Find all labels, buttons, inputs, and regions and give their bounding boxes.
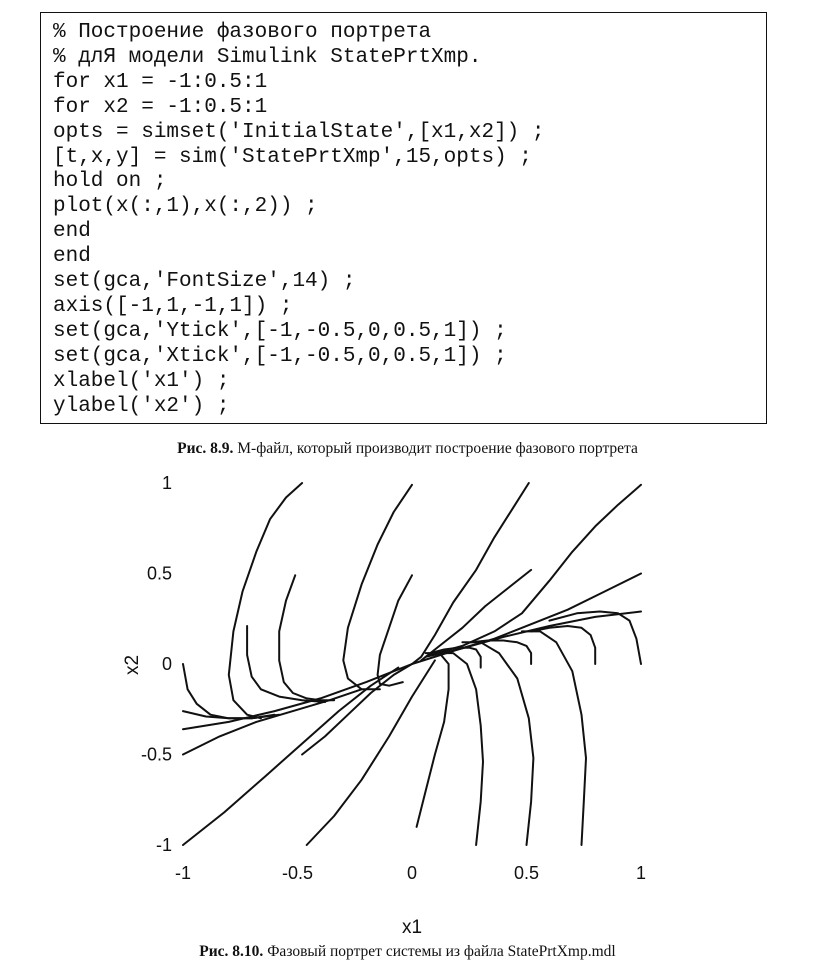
trajectory-line-7 xyxy=(421,570,531,661)
y-tick-label: 0 xyxy=(161,654,172,674)
caption-label: Рис. 8.10. xyxy=(199,943,264,960)
trajectory-line-17 xyxy=(417,653,449,827)
code-line: for x1 = -1:0.5:1 xyxy=(53,70,268,94)
caption-label: Рис. 8.9. xyxy=(177,440,234,457)
phase-portrait-chart xyxy=(0,470,815,940)
code-line: set(gca,'FontSize',14) ; xyxy=(53,270,356,294)
x-tick-label: 0 xyxy=(406,863,418,883)
code-line: end xyxy=(53,245,91,269)
y-tick-label: -1 xyxy=(155,835,172,855)
code-line: end xyxy=(53,220,91,244)
code-line: ylabel('x2') ; xyxy=(53,394,230,418)
figure-8-10-caption xyxy=(0,943,815,961)
code-listing xyxy=(40,12,767,424)
code-line: % Построение фазового портрета xyxy=(53,21,432,44)
caption-text: Фазовый портрет системы из файла StatePrtXmp.mdl xyxy=(267,943,616,960)
code-line: axis([-1,1,-1,1]) ; xyxy=(53,294,293,318)
x-tick-label: -0.5 xyxy=(281,863,314,883)
trajectory-lines xyxy=(183,483,641,845)
trajectory-line-3 xyxy=(247,626,325,702)
code-line: for x2 = -1:0.5:1 xyxy=(53,95,268,119)
code-line: hold on ; xyxy=(53,170,167,194)
x-axis-label: x1 xyxy=(401,917,423,938)
code-line: set(gca,'Xtick',[-1,-0.5,0,0.5,1]) ; xyxy=(53,344,507,368)
y-tick-label: -0.5 xyxy=(140,744,172,765)
trajectory-line-15 xyxy=(462,642,533,845)
trajectory-line-19 xyxy=(302,664,412,755)
y-tick-label: 1 xyxy=(161,473,172,493)
trajectory-line-4 xyxy=(343,485,412,690)
x-tick-label: 0.5 xyxy=(513,863,540,883)
trajectory-line-20 xyxy=(183,668,398,845)
trajectory-line-6 xyxy=(412,483,529,664)
trajectory-line-18 xyxy=(307,660,435,845)
code-line: set(gca,'Ytick',[-1,-0.5,0,0.5,1]) ; xyxy=(53,319,507,343)
y-tick-label: 0.5 xyxy=(146,563,172,584)
axis-ticks xyxy=(141,473,646,883)
x-tick-label: -1 xyxy=(174,863,192,883)
y-axis-label: x2 xyxy=(122,654,143,676)
x-tick-label: 1 xyxy=(635,863,647,883)
code-line: [t,x,y] = sim('StatePrtXmp',15,opts) ; xyxy=(53,145,532,169)
trajectory-line-2 xyxy=(279,575,334,700)
trajectory-line-21 xyxy=(183,689,362,754)
code-line: plot(x(:,1),x(:,2)) ; xyxy=(53,195,318,219)
code-line: % длЯ модели Simulink StatePrtXmp. xyxy=(53,45,482,69)
figure-8-9-caption xyxy=(0,440,815,458)
caption-text: М-файл, который производит построение фазового портрета xyxy=(237,440,638,457)
code-line: opts = simset('InitialState',[x1,x2]) ; xyxy=(53,120,545,144)
code-line: xlabel('x1') ; xyxy=(53,369,230,393)
trajectory-line-1 xyxy=(229,483,302,718)
trajectory-line-16 xyxy=(440,653,484,845)
trajectory-line-24 xyxy=(183,711,279,718)
